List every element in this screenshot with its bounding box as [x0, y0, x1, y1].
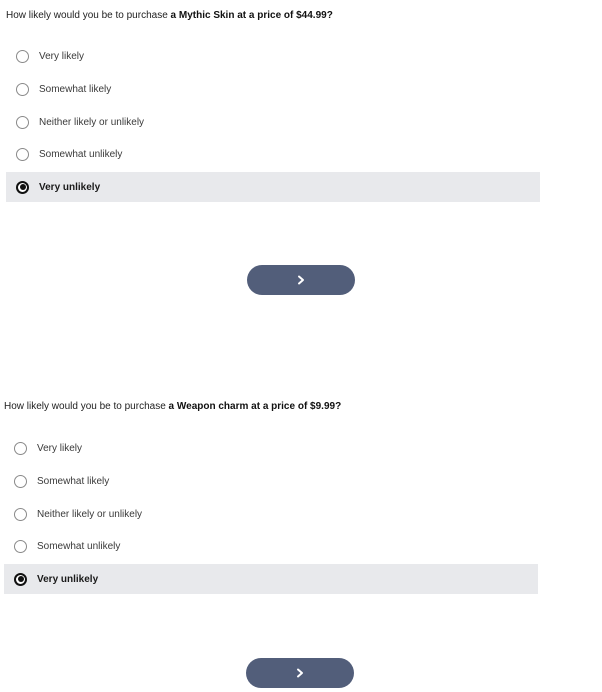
- question-2-text: [4, 401, 341, 413]
- question-1-text: [6, 10, 333, 22]
- q2-option-very-unlikely[interactable]: [4, 564, 538, 594]
- question-1-item: a Mythic Skin at a price of $44.99?: [170, 10, 333, 21]
- option-label: Somewhat likely: [39, 83, 112, 95]
- radio-icon[interactable]: [14, 508, 27, 521]
- question-1-prefix: How likely would you be to purchase: [6, 10, 171, 21]
- radio-icon[interactable]: [14, 540, 27, 553]
- option-label: Very likely: [37, 442, 83, 454]
- radio-icon[interactable]: [16, 148, 29, 161]
- option-label: Very unlikely: [37, 573, 99, 585]
- radio-icon[interactable]: [16, 83, 29, 96]
- option-label: Very unlikely: [39, 181, 101, 193]
- radio-icon[interactable]: [16, 50, 29, 63]
- q1-option-somewhat-likely[interactable]: [6, 74, 540, 104]
- chevron-right-icon: [295, 668, 305, 678]
- q2-next-button[interactable]: [246, 658, 354, 688]
- option-label: Somewhat unlikely: [37, 540, 121, 552]
- question-2-item: a Weapon charm at a price of $9.99?: [168, 401, 342, 412]
- option-label: Very likely: [39, 50, 85, 62]
- option-label: Somewhat likely: [37, 475, 110, 487]
- q2-option-somewhat-likely[interactable]: [4, 466, 538, 496]
- radio-icon[interactable]: [14, 475, 27, 488]
- q2-option-somewhat-unlikely[interactable]: [4, 531, 538, 561]
- option-label: Neither likely or unlikely: [37, 508, 143, 520]
- radio-icon[interactable]: [16, 116, 29, 129]
- q1-option-very-unlikely[interactable]: [6, 172, 540, 202]
- radio-icon[interactable]: [14, 442, 27, 455]
- radio-selected-icon[interactable]: [14, 573, 27, 586]
- option-label: Somewhat unlikely: [39, 148, 123, 160]
- q2-option-neither[interactable]: [4, 499, 538, 529]
- question-2-prefix: How likely would you be to purchase: [4, 401, 169, 412]
- q2-option-very-likely[interactable]: [4, 433, 538, 463]
- q1-option-very-likely[interactable]: [6, 41, 540, 71]
- chevron-right-icon: [296, 275, 306, 285]
- q1-option-somewhat-unlikely[interactable]: [6, 139, 540, 169]
- option-label: Neither likely or unlikely: [39, 116, 145, 128]
- q1-next-button[interactable]: [247, 265, 355, 295]
- radio-selected-icon[interactable]: [16, 181, 29, 194]
- q1-option-neither[interactable]: [6, 107, 540, 137]
